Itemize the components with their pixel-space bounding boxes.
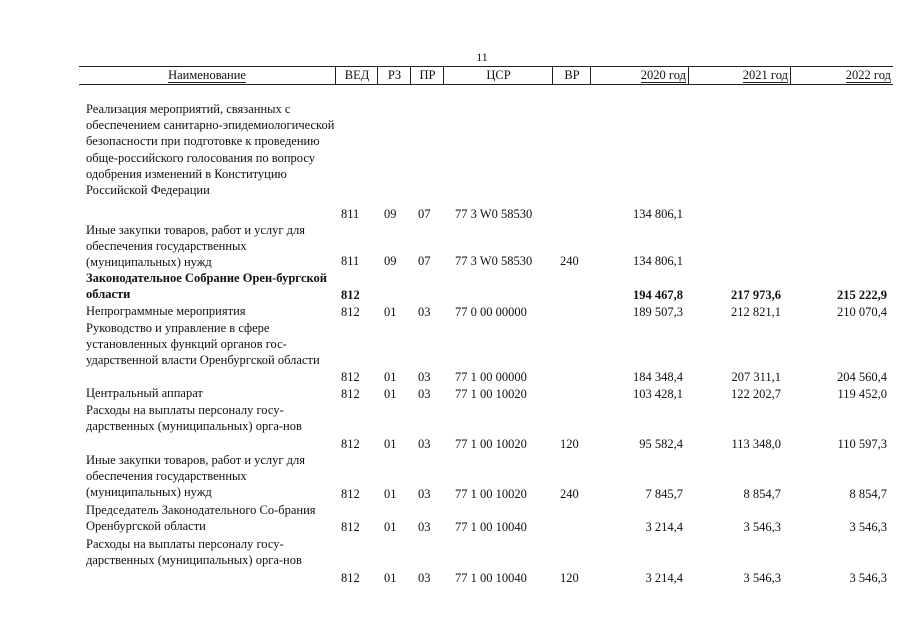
row-rz: 01	[384, 386, 397, 401]
row-csr: 77 1 00 10040	[455, 570, 527, 585]
header-rz: РЗ	[377, 67, 411, 84]
row-2020: 134 806,1	[633, 253, 683, 268]
row-csr: 77 1 00 10020	[455, 486, 527, 501]
row-ved: 812	[341, 369, 360, 384]
header-csr: ЦСР	[443, 67, 553, 84]
row-vr: 240	[560, 253, 579, 268]
row-2021: 212 821,1	[731, 304, 781, 319]
row-rz: 09	[384, 253, 397, 268]
header-2020: 2020 год	[590, 67, 688, 84]
row-2021: 217 973,6	[731, 287, 781, 302]
row-name: Иные закупки товаров, работ и услуг для обеспечения государственных (муниципальных) нужд	[86, 453, 306, 500]
row-vr: 240	[560, 486, 579, 501]
row-2021: 122 202,7	[731, 386, 781, 401]
row-name: Центральный аппарат	[86, 386, 203, 400]
row-2021: 3 546,3	[743, 570, 781, 585]
row-2020: 189 507,3	[633, 304, 683, 319]
row-name: Законодательное Собрание Орен-бургской области	[86, 271, 327, 302]
row-rz: 01	[384, 519, 397, 534]
row-name: Непрограммные мероприятия	[86, 304, 246, 318]
row-ved: 811	[341, 253, 360, 268]
header-name: Наименование	[168, 68, 246, 82]
row-2022: 110 597,3	[837, 436, 887, 451]
row-pr: 03	[418, 304, 431, 319]
header-vr: ВР	[552, 67, 591, 84]
row-pr: 07	[418, 253, 431, 268]
row-2022: 3 546,3	[849, 570, 887, 585]
row-name: Иные закупки товаров, работ и услуг для обеспечения государственных (муниципальных) нужд	[86, 223, 306, 270]
row-name: Руководство и управление в сфере установленных функций органов гос-ударственной власти Оренбургской области	[86, 321, 320, 368]
row-2021: 207 311,1	[731, 369, 781, 384]
row-pr: 07	[418, 206, 431, 221]
row-2020: 134 806,1	[633, 206, 683, 221]
row-2022: 8 854,7	[849, 486, 887, 501]
table-row	[0, 385, 905, 402]
row-csr: 77 1 00 00000	[455, 369, 527, 384]
header-ved: ВЕД	[335, 67, 378, 84]
row-2020: 103 428,1	[633, 386, 683, 401]
row-csr: 77 1 00 10020	[455, 386, 527, 401]
table-row	[0, 452, 905, 502]
row-rz: 01	[384, 304, 397, 319]
header-2021: 2021 год	[688, 67, 790, 84]
row-2022: 210 070,4	[837, 304, 887, 319]
table-row	[0, 270, 905, 303]
table-row	[0, 101, 905, 222]
row-pr: 03	[418, 519, 431, 534]
row-ved: 812	[341, 486, 360, 501]
header-2022: 2022 год	[790, 67, 893, 84]
row-2020: 7 845,7	[645, 486, 683, 501]
row-ved: 812	[341, 519, 360, 534]
row-2021: 8 854,7	[743, 486, 781, 501]
table-row	[0, 222, 905, 269]
row-ved: 812	[341, 386, 360, 401]
row-rz: 01	[384, 369, 397, 384]
row-2022: 3 546,3	[849, 519, 887, 534]
row-name: Председатель Законодательного Со-брания Оренбургской области	[86, 503, 316, 534]
row-pr: 03	[418, 486, 431, 501]
header-pr: ПР	[410, 67, 444, 84]
row-2022: 215 222,9	[837, 287, 887, 302]
row-2021: 113 348,0	[731, 436, 781, 451]
table-row	[0, 320, 905, 385]
row-rz: 01	[384, 486, 397, 501]
row-csr: 77 1 00 10040	[455, 519, 527, 534]
row-pr: 03	[418, 369, 431, 384]
row-2020: 194 467,8	[633, 287, 683, 302]
row-ved: 812	[341, 570, 360, 585]
row-ved: 812	[341, 436, 360, 451]
row-2022: 119 452,0	[837, 386, 887, 401]
row-csr: 77 0 00 00000	[455, 304, 527, 319]
row-csr: 77 1 00 10020	[455, 436, 527, 451]
table-row	[0, 536, 905, 586]
row-ved: 811	[341, 206, 360, 221]
row-vr: 120	[560, 570, 579, 585]
page-number: 11	[476, 50, 488, 64]
row-name: Расходы на выплаты персоналу госу-дарственных (муниципальных) орга-нов	[86, 403, 302, 434]
row-rz: 01	[384, 436, 397, 451]
row-rz: 01	[384, 570, 397, 585]
table-row	[0, 402, 905, 452]
row-name: Расходы на выплаты персоналу госу-дарственных (муниципальных) орга-нов	[86, 537, 302, 568]
table-row	[0, 303, 905, 320]
row-2020: 3 214,4	[645, 519, 683, 534]
row-rz: 09	[384, 206, 397, 221]
row-ved: 812	[341, 287, 360, 302]
row-ved: 812	[341, 304, 360, 319]
row-csr: 77 3 W0 58530	[455, 206, 533, 221]
row-pr: 03	[418, 436, 431, 451]
table-row	[0, 502, 905, 535]
row-2020: 95 582,4	[639, 436, 683, 451]
row-2022: 204 560,4	[837, 369, 887, 384]
row-2021: 3 546,3	[743, 519, 781, 534]
row-2020: 184 348,4	[633, 369, 683, 384]
table-header	[79, 66, 893, 85]
row-csr: 77 3 W0 58530	[455, 253, 533, 268]
row-vr: 120	[560, 436, 579, 451]
row-name: Реализация мероприятий, связанных с обеспечением санитарно-эпидемиологической безопасности при подготовке к проведению обще-российского голосования по вопросу одобрения изменений в Конституцию Российской Федерации	[86, 102, 335, 198]
row-2020: 3 214,4	[645, 570, 683, 585]
row-pr: 03	[418, 570, 431, 585]
row-pr: 03	[418, 386, 431, 401]
